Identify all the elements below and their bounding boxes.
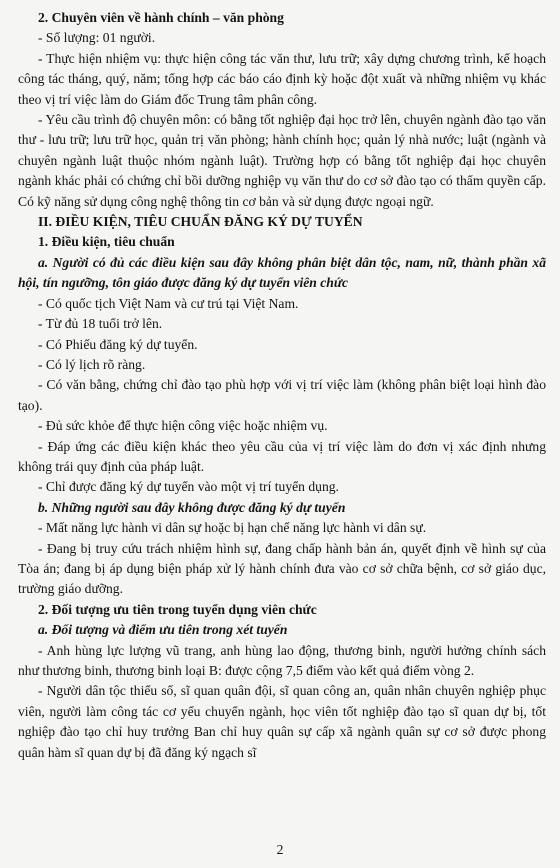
subheading-eligible-persons: a. Người có đủ các điều kiện sau đây không phân biệt dân tộc, nam, nữ, thành phần xã hội, tín ngưỡng, tôn giáo được đăng ký dự tuyển viên chức [18,254,546,291]
condition-single-position: - Chỉ được đăng ký dự tuyển vào một vị trí tuyển dụng. [38,479,339,495]
section-heading-conditions: II. ĐIỀU KIỆN, TIÊU CHUẨN ĐĂNG KÝ DỰ TUYỂN [38,214,363,230]
duties-paragraph: - Thực hiện nhiệm vụ: thực hiện công tác văn thư, lưu trữ; xây dựng chương trình, kế hoạch công tác tháng, quý, năm; tổng hợp các báo cáo định kỳ hoặc đột xuất và những nhiệm vụ khác theo vị trí việc làm do Giám đốc Trung tâm phân công. [18,50,546,107]
priority-heroes-veterans: - Anh hùng lực lượng vũ trang, anh hùng lao động, thương binh, người hưởng chính sách như thương binh, thương binh loại B: được cộng 7,5 điểm vào kết quả điểm vòng 2. [18,642,546,678]
condition-application-form: - Có Phiếu đăng ký dự tuyển. [38,336,198,352]
quantity-line: - Số lượng: 01 người. [38,30,156,46]
subsection-heading-conditions-standards: 1. Điều kiện, tiêu chuẩn [38,234,175,250]
subheading-ineligible-persons: b. Những người sau đây không được đăng ký dự tuyển [38,499,346,515]
condition-other-requirements: - Đáp ứng các điều kiện khác theo yêu cầu của vị trí việc làm do đơn vị xác định nhưng không trái quy định của pháp luật. [18,438,546,474]
condition-background: - Có lý lịch rõ ràng. [38,356,146,372]
condition-nationality: - Có quốc tịch Việt Nam và cư trú tại Việt Nam. [38,295,299,311]
subsection-heading-priority: 2. Đối tượng ưu tiên trong tuyển dụng viên chức [38,601,317,617]
condition-diploma: - Có văn bằng, chứng chỉ đào tạo phù hợp với vị trí việc làm (không phân biệt loại hình đào tạo). [18,377,546,413]
qualification-paragraph: - Yêu cầu trình độ chuyên môn: có bằng tốt nghiệp đại học trở lên, chuyên ngành đào tạo văn thư - lưu trữ; lưu trữ học, quản trị văn phòng; hành chính học; quản lý nhà nước; luật (ngành và chuyên ngành luật thuộc nhóm ngành luật). Trường hợp có bằng tốt nghiệp đại học chuyên ngành khác phải có chứng chỉ bồi dưỡng nghiệp vụ văn thư do cơ sở đào tạo có thẩm quyền cấp. Có kỹ năng sử dụng công nghệ thông tin cơ bản và sử dụng được ngoại ngữ. [18,112,546,209]
priority-ethnic-military: - Người dân tộc thiểu số, sĩ quan quân đội, sĩ quan công an, quân nhân chuyên nghiệp phục viên, người làm công tác cơ yếu chuyển ngành, học viên tốt nghiệp đào tạo sĩ quan dự bị, tốt nghiệp đào tạo chỉ huy trưởng Ban chỉ huy quân sự cấp xã ngành quân sự cơ sở được phong quân hàm sĩ quan dự bị đã đăng ký ngạch sĩ [18,683,546,760]
subheading-priority-points: a. Đối tượng và điểm ưu tiên trong xét tuyển [38,622,288,638]
section-heading-admin-office: 2. Chuyên viên về hành chính – văn phòng [38,10,284,25]
page-number: 2 [276,842,284,857]
ineligible-civil-capacity: - Mất năng lực hành vi dân sự hoặc bị hạn chế năng lực hành vi dân sự. [38,520,427,536]
ineligible-criminal: - Đang bị truy cứu trách nhiệm hình sự, đang chấp hành bản án, quyết định về hình sự của Tòa án; đang bị áp dụng biện pháp xử lý hành chính đưa vào cơ sở chữa bệnh, cơ sở giáo dục, trường giáo dưỡng. [18,540,546,597]
condition-health: - Đủ sức khỏe để thực hiện công việc hoặc nhiệm vụ. [38,418,328,434]
condition-age: - Từ đủ 18 tuổi trở lên. [38,316,163,332]
